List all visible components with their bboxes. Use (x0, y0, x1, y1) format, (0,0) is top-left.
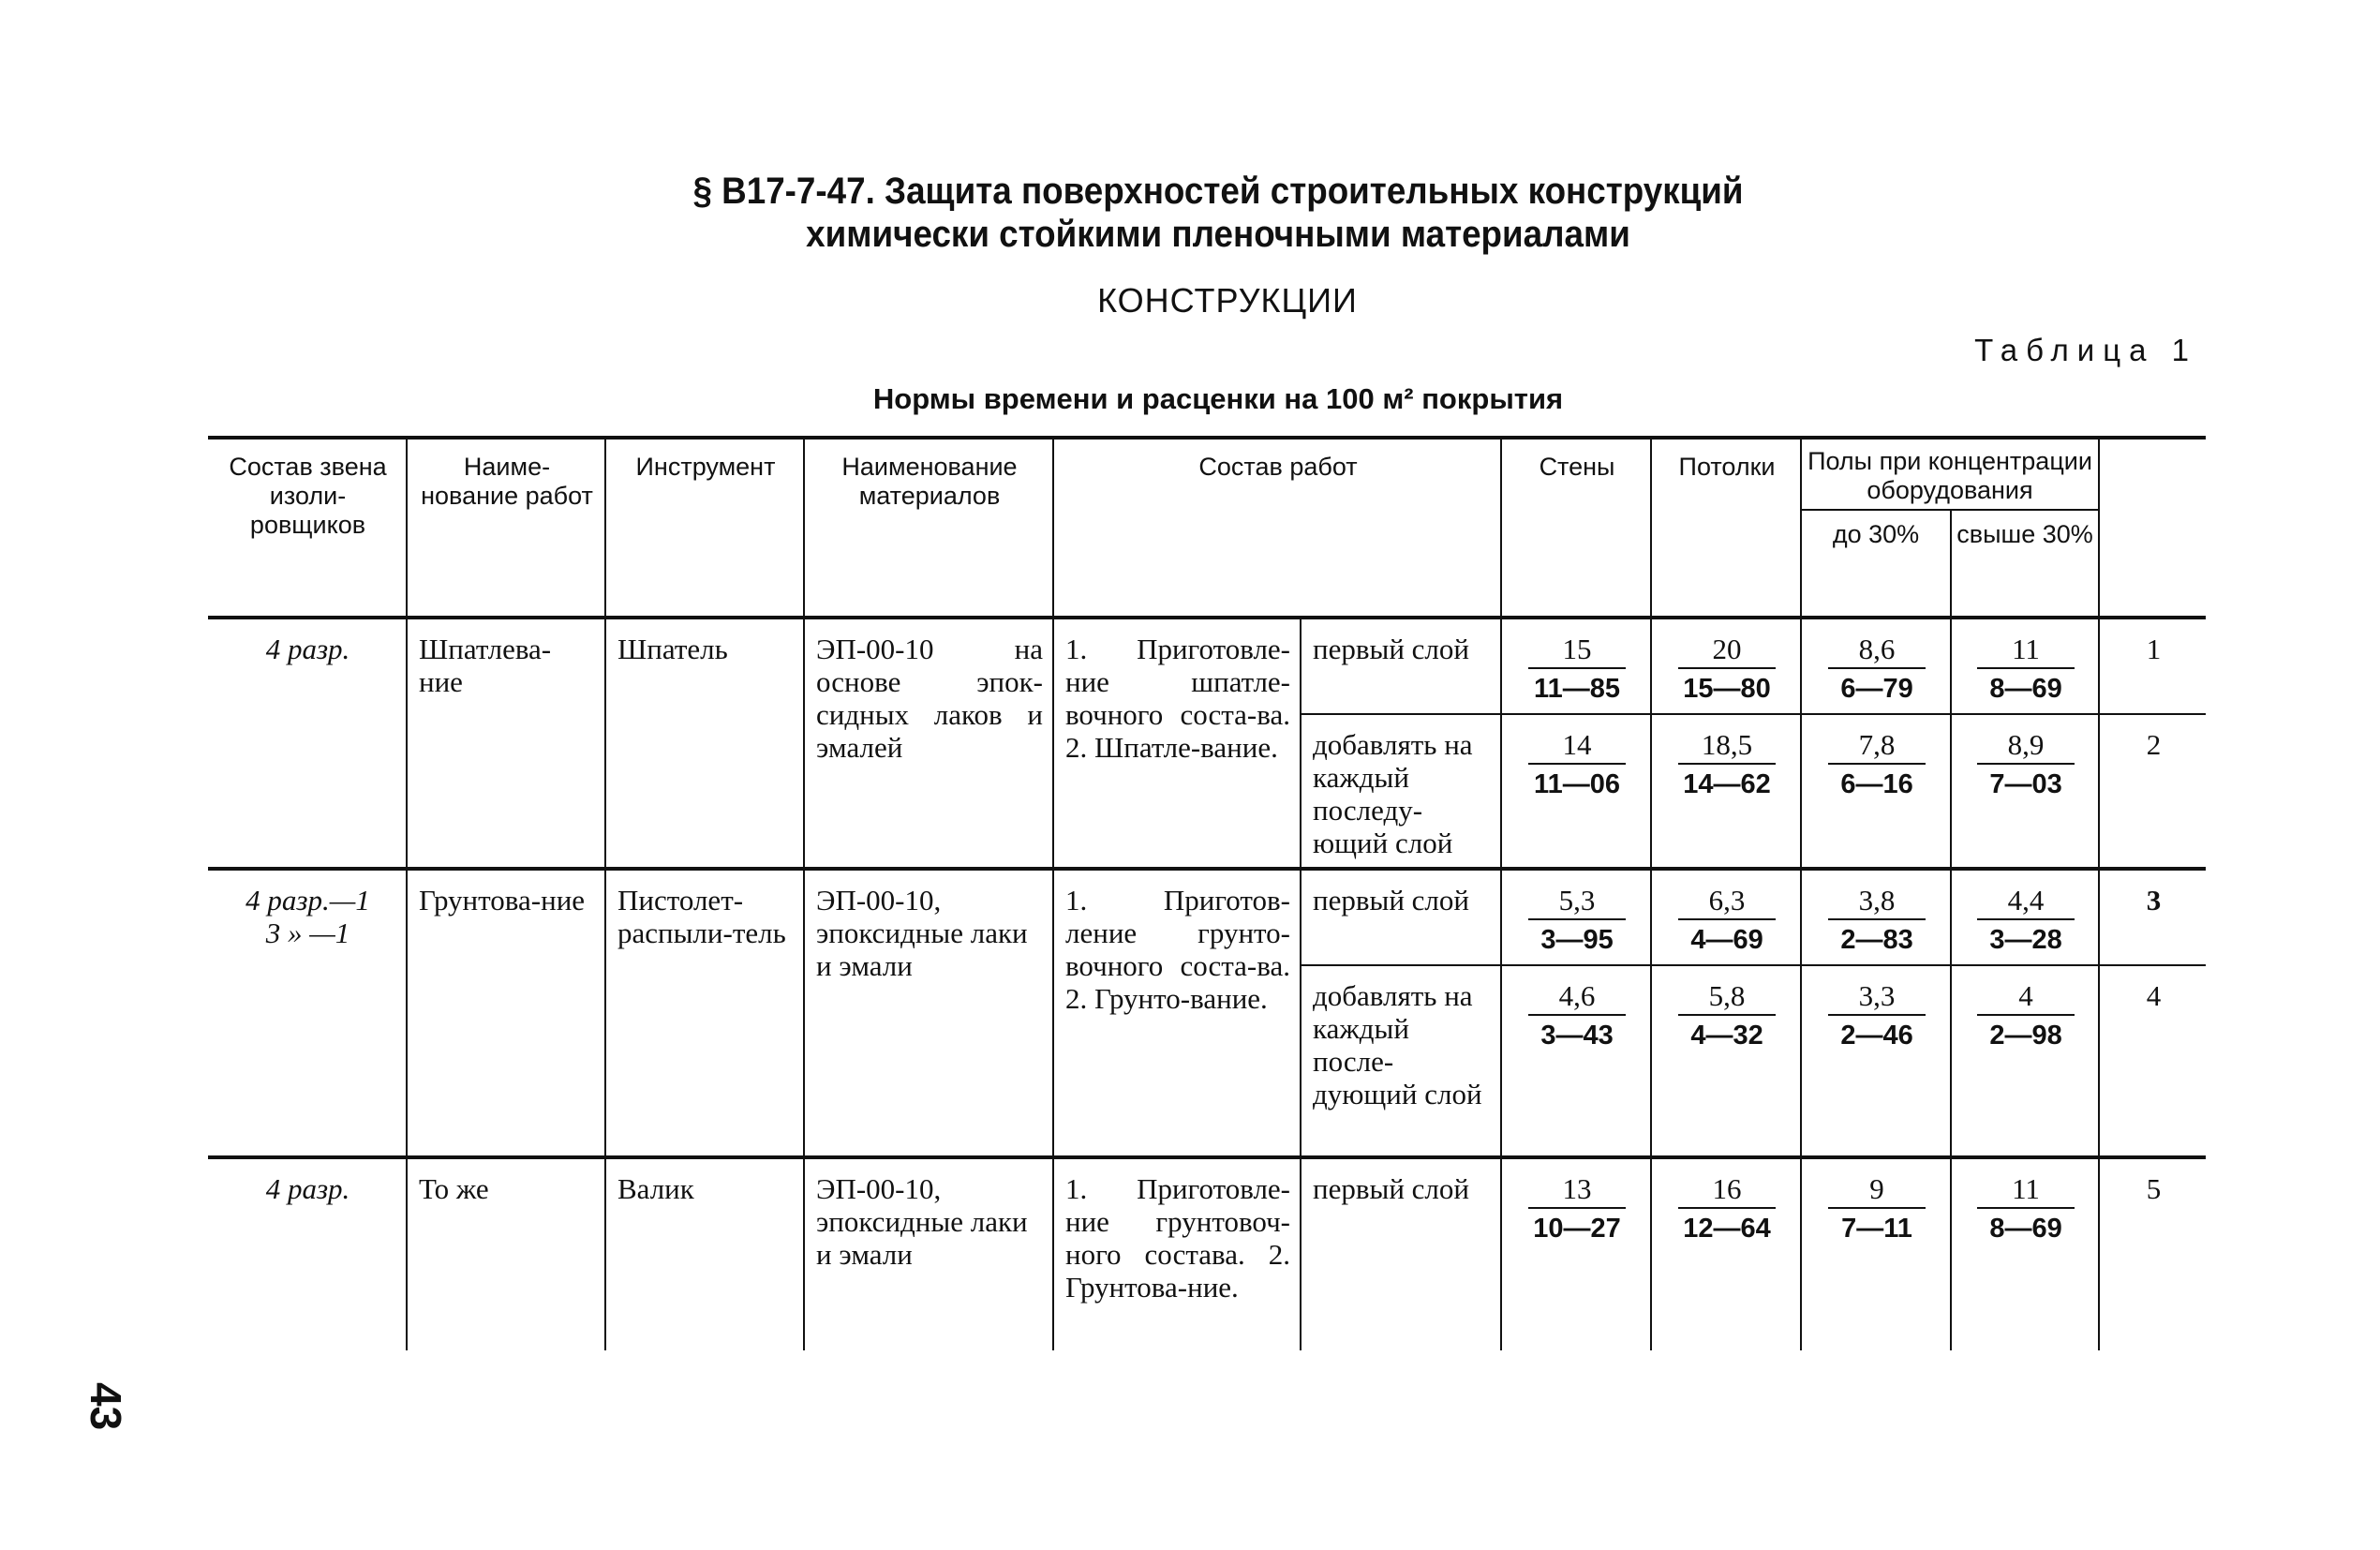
rate: 11—06 (1534, 769, 1620, 799)
rate: 3—28 (1989, 925, 2062, 955)
rate: 8—69 (1989, 1214, 2062, 1244)
cell-floors-over30 (1951, 714, 2099, 869)
cell-floors-over30 (1951, 869, 2099, 965)
norm-time: 5,3 (1528, 884, 1626, 920)
norm-time: 20 (1678, 633, 1776, 669)
col-header-work-name: Наиме-нование работ (407, 438, 605, 618)
rate: 3—43 (1540, 1021, 1614, 1051)
section-subtitle: КОНСТРУКЦИИ (1097, 281, 1358, 320)
norm-time: 8,6 (1828, 633, 1926, 669)
norms-table (208, 436, 2206, 1350)
section-title-line1: § В17-7-47. Защита поверхностей строительных конструкций (692, 171, 1744, 212)
norm-time: 4,4 (1977, 884, 2075, 920)
cell-floors-over30 (1951, 618, 2099, 714)
cell-walls (1501, 1157, 1651, 1350)
rate: 10—27 (1533, 1214, 1621, 1244)
cell-floors-upto30 (1801, 869, 1951, 965)
norm-time: 11 (1977, 633, 2075, 669)
cell-work-name: Шпатлева-ние (407, 618, 605, 869)
cell-layer: первый слой (1301, 869, 1501, 965)
rate: 15—80 (1683, 674, 1771, 704)
norm-time: 4,6 (1528, 979, 1626, 1016)
cell-crew: 4 разр. (208, 618, 407, 869)
page-number: 43 (82, 1382, 130, 1431)
cell-layer: добавлять на каждый последу-ющий слой (1301, 714, 1501, 869)
cell-tool: Шпатель (605, 618, 804, 869)
norm-time: 8,9 (1977, 728, 2075, 765)
cell-materials: ЭП-00-10, эпоксидные лаки и эмали (804, 1157, 1053, 1350)
rate: 4—32 (1690, 1021, 1763, 1051)
cell-materials: ЭП-00-10, эпоксидные лаки и эмали (804, 869, 1053, 1157)
cell-row-number: 3 (2099, 869, 2206, 965)
cell-materials: ЭП-00-10 на основе эпок-сидных лаков и эмалей (804, 618, 1053, 869)
cell-floors-upto30 (1801, 618, 1951, 714)
row-group-priming-roller (208, 1157, 2206, 1350)
cell-row-number: 4 (2099, 965, 2206, 1157)
cell-layer: первый слой (1301, 1157, 1501, 1350)
rate: 6—16 (1840, 769, 1913, 799)
cell-floors-upto30 (1801, 965, 1951, 1157)
table-caption: Нормы времени и расценки на 100 м² покрытия (872, 382, 1564, 415)
col-header-ceilings: Потолки (1651, 438, 1801, 618)
cell-work-name: То же (407, 1157, 605, 1350)
norm-time: 16 (1678, 1172, 1776, 1209)
rate: 2—98 (1989, 1021, 2062, 1051)
cell-walls (1501, 618, 1651, 714)
rate: 7—03 (1989, 769, 2062, 799)
table-row (208, 1157, 2206, 1350)
cell-walls (1501, 869, 1651, 965)
col-header-materials: Наименование материалов (804, 438, 1053, 618)
col-header-floors-over30: свыше 30% (1951, 510, 2099, 618)
cell-tool: Пистолет-распыли-тель (605, 869, 804, 1157)
col-header-work-content: Состав работ (1053, 438, 1501, 618)
cell-row-number: 2 (2099, 714, 2206, 869)
col-header-crew: Состав звена изоли-ровщиков (208, 438, 407, 618)
cell-tool: Валик (605, 1157, 804, 1350)
norm-time: 9 (1828, 1172, 1926, 1209)
rate: 6—79 (1840, 674, 1913, 704)
rate: 2—83 (1840, 925, 1913, 955)
cell-ceilings (1651, 965, 1801, 1157)
cell-work-name: Грунтова-ние (407, 869, 605, 1157)
norm-time: 6,3 (1678, 884, 1776, 920)
rate: 4—69 (1690, 925, 1763, 955)
section-title-line2: химически стойкими пленочными материалами (806, 214, 1630, 255)
rate: 8—69 (1989, 674, 2062, 704)
cell-layer: добавлять на каждый после-дующий слой (1301, 965, 1501, 1157)
cell-walls (1501, 965, 1651, 1157)
cell-walls (1501, 714, 1651, 869)
cell-ceilings (1651, 714, 1801, 869)
cell-floors-upto30 (1801, 714, 1951, 869)
rate: 12—64 (1683, 1214, 1771, 1244)
norm-time: 13 (1528, 1172, 1626, 1209)
cell-floors-upto30 (1801, 1157, 1951, 1350)
norm-time: 15 (1528, 633, 1626, 669)
norm-time: 3,8 (1828, 884, 1926, 920)
norm-time: 14 (1528, 728, 1626, 765)
rate: 3—95 (1540, 925, 1614, 955)
cell-floors-over30 (1951, 965, 2099, 1157)
cell-row-number: 5 (2099, 1157, 2206, 1350)
cell-work-content: 1. Приготов-ление грунто-вочного соста-ва. 2. Грунто-вание. (1053, 869, 1301, 1157)
rate: 7—11 (1841, 1214, 1912, 1244)
table-header (208, 438, 2206, 618)
col-header-floors: Полы при концентрации оборудования (1801, 438, 2099, 510)
col-header-row-number (2099, 438, 2206, 618)
cell-ceilings (1651, 869, 1801, 965)
cell-work-content: 1. Приготовле-ние шпатле-вочного соста-ва. 2. Шпатле-вание. (1053, 618, 1301, 869)
cell-crew: 4 разр.—1 3 » —1 (208, 869, 407, 1157)
rate: 11—85 (1534, 674, 1620, 704)
table-row (208, 869, 2206, 965)
rate: 14—62 (1683, 769, 1771, 799)
row-group-puttying (208, 618, 2206, 869)
cell-floors-over30 (1951, 1157, 2099, 1350)
norm-time: 11 (1977, 1172, 2075, 1209)
col-header-tool: Инструмент (605, 438, 804, 618)
table-label: Таблица 1 (1974, 333, 2197, 367)
norm-time: 5,8 (1678, 979, 1776, 1016)
cell-work-content: 1. Приготовле-ние грунтовоч-ного состава. 2. Грунтова-ние. (1053, 1157, 1301, 1350)
norm-time: 3,3 (1828, 979, 1926, 1016)
col-header-walls: Стены (1501, 438, 1651, 618)
cell-ceilings (1651, 1157, 1801, 1350)
cell-row-number: 1 (2099, 618, 2206, 714)
row-group-priming-sprayer (208, 869, 2206, 1157)
col-header-floors-upto30: до 30% (1801, 510, 1951, 618)
norm-time: 18,5 (1678, 728, 1776, 765)
cell-crew: 4 разр. (208, 1157, 407, 1350)
norm-time: 7,8 (1828, 728, 1926, 765)
rate: 2—46 (1840, 1021, 1913, 1051)
table-row (208, 618, 2206, 714)
norm-time: 4 (1977, 979, 2075, 1016)
cell-ceilings (1651, 618, 1801, 714)
cell-layer: первый слой (1301, 618, 1501, 714)
